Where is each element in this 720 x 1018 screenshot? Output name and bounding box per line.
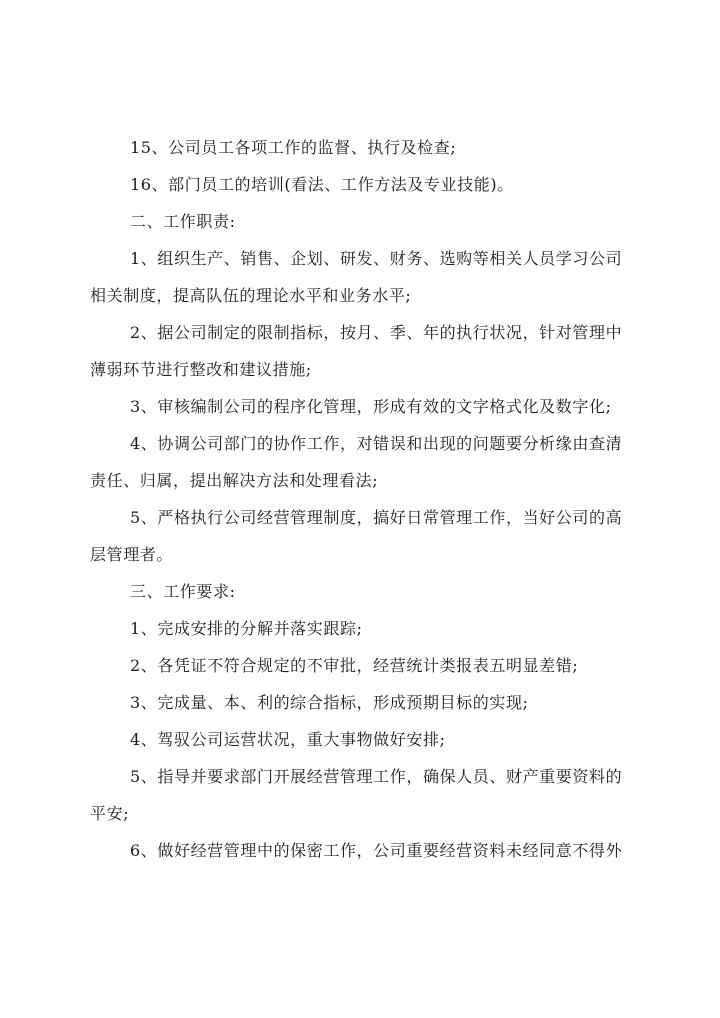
paragraph-item-16 bbox=[90, 166, 630, 203]
section-heading-text: 二、工作职责: bbox=[130, 212, 236, 231]
paragraph-line: 平安; bbox=[90, 804, 130, 823]
duty-item-4 bbox=[90, 425, 630, 499]
duty-item-2 bbox=[90, 314, 630, 388]
paragraph-item-15 bbox=[90, 129, 630, 166]
paragraph-line: 6、做好经营管理中的保密工作，公司重要经营资料未经同意不得外 bbox=[130, 841, 623, 860]
paragraph-line: 相关制度，提高队伍的理论水平和业务水平; bbox=[90, 286, 412, 305]
document-body bbox=[90, 129, 630, 869]
requirement-item-4 bbox=[90, 721, 630, 758]
paragraph-line: 1、完成安排的分解并落实跟踪; bbox=[130, 619, 363, 638]
paragraph-line: 5、严格执行公司经营管理制度，搞好日常管理工作，当好公司的高 bbox=[130, 508, 623, 527]
paragraph-line: 层管理者。 bbox=[90, 545, 174, 564]
paragraph-line: 4、协调公司部门的协作工作，对错误和出现的问题要分析缘由查清 bbox=[130, 434, 623, 453]
section-heading-requirements bbox=[90, 573, 630, 610]
section-heading-duties bbox=[90, 203, 630, 240]
duty-item-1 bbox=[90, 240, 630, 314]
paragraph-line: 3、完成量、本、利的综合指标，形成预期目标的实现; bbox=[130, 693, 529, 712]
paragraph-line: 5、指导并要求部门开展经营管理工作，确保人员、财产重要资料的 bbox=[130, 767, 623, 786]
paragraph-line: 3、审核编制公司的程序化管理，形成有效的文字格式化及数字化; bbox=[130, 397, 612, 416]
paragraph-line: 2、各凭证不符合规定的不审批，经营统计类报表五明显差错; bbox=[130, 656, 579, 675]
paragraph-line: 1、组织生产、销售、企划、研发、财务、选购等相关人员学习公司 bbox=[130, 249, 623, 268]
paragraph-line: 15、公司员工各项工作的监督、执行及检查; bbox=[130, 138, 457, 157]
paragraph-line: 2、据公司制定的限制指标，按月、季、年的执行状况，针对管理中 bbox=[130, 323, 623, 342]
requirement-item-6 bbox=[90, 832, 630, 869]
duty-item-5 bbox=[90, 499, 630, 573]
paragraph-line: 薄弱环节进行整改和建议措施; bbox=[90, 360, 312, 379]
requirement-item-3 bbox=[90, 684, 630, 721]
paragraph-line: 16、部门员工的培训(看法、工作方法及专业技能)。 bbox=[130, 175, 514, 194]
requirement-item-2 bbox=[90, 647, 630, 684]
section-heading-text: 三、工作要求: bbox=[130, 582, 236, 601]
requirement-item-5 bbox=[90, 758, 630, 832]
paragraph-line: 4、驾驭公司运营状况，重大事物做好安排; bbox=[130, 730, 446, 749]
duty-item-3 bbox=[90, 388, 630, 425]
paragraph-line: 责任、归属，提出解决方法和处理看法; bbox=[90, 471, 379, 490]
requirement-item-1 bbox=[90, 610, 630, 647]
